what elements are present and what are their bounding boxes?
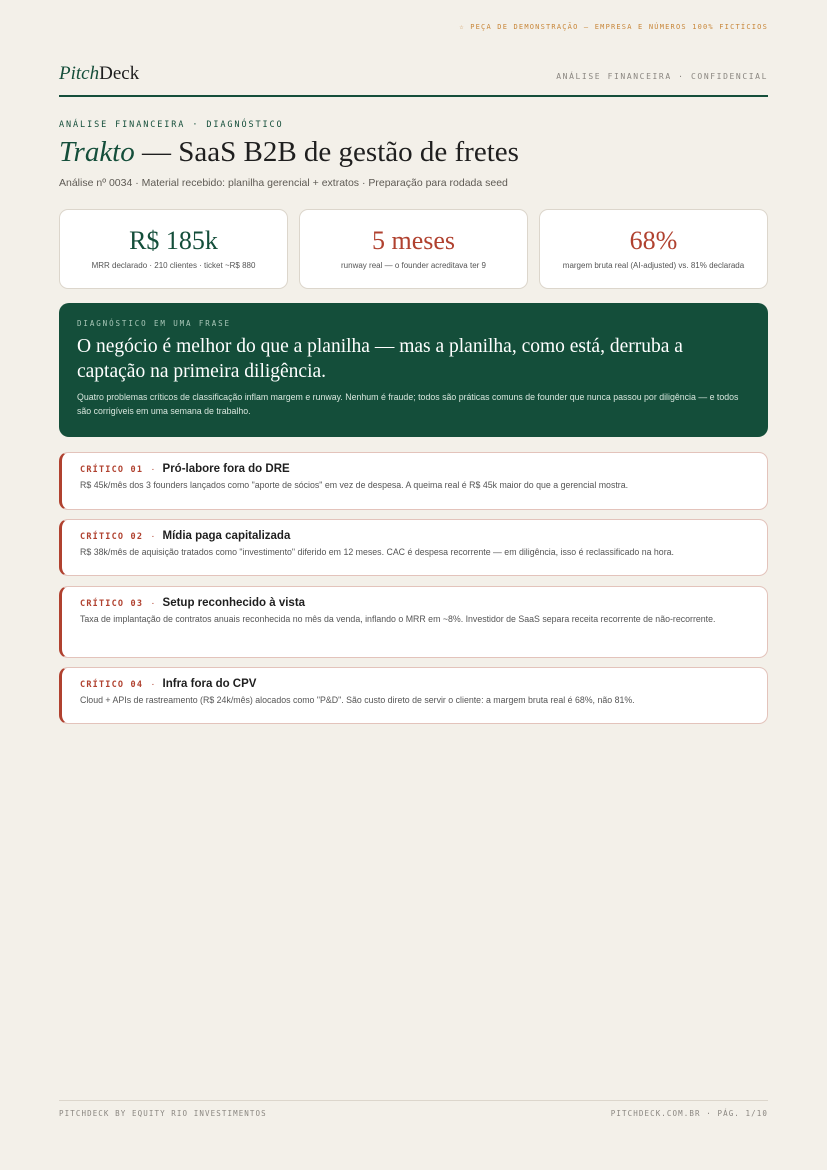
kpi-value: 5 meses [371, 226, 456, 255]
kpi-card-mrr [59, 209, 288, 289]
issue-card [59, 667, 768, 724]
footer-credit: PITCHDECK BY EQUITY RIO INVESTIMENTOS [59, 1109, 267, 1118]
page-header [59, 60, 768, 97]
logo [59, 60, 139, 88]
issue-header [80, 597, 749, 609]
page-footer [59, 1100, 768, 1118]
kpi-value: R$ 185k [129, 226, 218, 255]
kpi-caption: runway real — o founder acreditava ter 9 [341, 261, 486, 270]
issue-tag: CRÍTICO 03 [80, 599, 144, 609]
issue-card [59, 586, 768, 658]
separator-dot: · [151, 531, 155, 542]
logo-deck: Deck [99, 63, 140, 84]
kpi-cards [59, 209, 768, 289]
issue-tag: CRÍTICO 04 [80, 680, 144, 690]
kpi-card-margin [539, 209, 768, 289]
issue-body: R$ 38k/mês de aquisição tratados como "investimento" diferido em 12 meses. CAC é despesa recorrente — em diligência, isso é reclassificado na hora. [80, 547, 674, 557]
logo-pitch: Pitch [59, 63, 100, 84]
kpi-value: 68% [629, 226, 678, 255]
issue-body: Cloud + APIs de rastreamento (R$ 24k/mês) alocados como "P&D". São custo direto de servir o cliente: a margem bruta real é 68%, não 81%. [80, 695, 635, 705]
issue-header [80, 678, 749, 690]
issue-title: Setup reconhecido à vista [162, 597, 306, 609]
title-rest: — SaaS B2B de gestão de fretes [134, 136, 519, 168]
kpi-caption: margem bruta real (AI-adjusted) vs. 81% declarada [562, 261, 745, 270]
separator-dot: · [151, 464, 155, 475]
section-eyebrow: ANÁLISE FINANCEIRA · DIAGNÓSTICO [59, 120, 284, 130]
issue-body: Taxa de implantação de contratos anuais reconhecida no mês da venda, inflando o MRR em ~8%. Investidor de SaaS separa receita recorrente de não-recorrente. [80, 614, 716, 624]
kpi-card-runway [299, 209, 528, 289]
issue-title: Pró-labore fora do DRE [162, 463, 290, 475]
issue-body: R$ 45k/mês dos 3 founders lançados como "aporte de sócios" em vez de despesa. A queima real é R$ 45k maior do que a gerencial mostra. [80, 480, 629, 490]
company-name: Trakto [59, 136, 135, 168]
issue-header [80, 463, 749, 475]
issue-title: Infra fora do CPV [162, 678, 257, 690]
diagnosis-body: Quatro problemas críticos de classificação inflam margem e runway. Nenhum é fraude; todos são práticas comuns de founder que nunca passou por diligência — e todos são corrigíveis em uma semana de trabalho. [77, 392, 739, 416]
issue-tag: CRÍTICO 01 [80, 465, 144, 475]
page-title [59, 136, 519, 169]
header-confidential-label: ANÁLISE FINANCEIRA · CONFIDENCIAL [556, 72, 768, 81]
footer-page-number: PITCHDECK.COM.BR · PÁG. 1/10 [610, 1109, 768, 1118]
issue-header [80, 530, 749, 542]
diagnosis-headline: O negócio é melhor do que a planilha — mas a planilha, como está, derruba a captação na primeira diligência. [77, 336, 683, 382]
diagnosis-panel [59, 303, 768, 437]
issue-card [59, 519, 768, 576]
issue-tag: CRÍTICO 02 [80, 532, 144, 542]
demo-banner: ☆ PEÇA DE DEMONSTRAÇÃO — EMPRESA E NÚMEROS 100% FICTÍCIOS [459, 23, 768, 31]
separator-dot: · [151, 679, 155, 690]
separator-dot: · [151, 598, 155, 609]
issue-card [59, 452, 768, 510]
kpi-caption: MRR declarado · 210 clientes · ticket ~R$ 880 [91, 261, 256, 270]
page-subtitle: Análise nº 0034 · Material recebido: planilha gerencial + extratos · Preparação para rodada seed [59, 177, 508, 189]
issue-title: Mídia paga capitalizada [162, 530, 291, 542]
diagnosis-eyebrow: DIAGNÓSTICO EM UMA FRASE [77, 319, 231, 328]
